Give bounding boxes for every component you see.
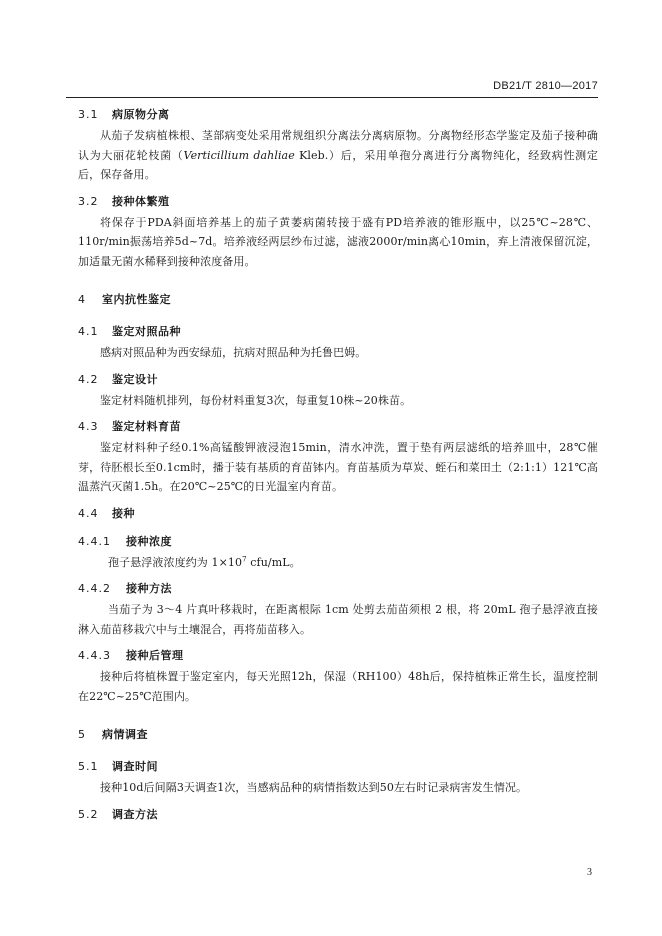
paragraph-text: cfu/mL。 [246, 555, 301, 569]
section-number: 5 [78, 728, 86, 741]
section-title: 接种方法 [126, 582, 172, 595]
section-heading-4-2 [78, 369, 598, 391]
section-heading-3-2 [78, 191, 598, 213]
section-heading-4-4-2 [78, 578, 598, 600]
document-body [78, 104, 598, 826]
paragraph-4-4-1 [78, 553, 598, 573]
section-number: 4.4.1 [78, 534, 111, 548]
section-heading-4 [78, 289, 598, 311]
section-heading-4-1 [78, 321, 598, 343]
document-code: DB21/T 2810—2017 [493, 80, 598, 92]
section-heading-4-3 [78, 416, 598, 438]
paragraph-3-2: 将保存于PDA斜面培养基上的茄子黄萎病菌转接于盛有PD培养液的锥形瓶中，以25℃~28℃、110r/min振荡培养5d~7d。培养液经两层纱布过滤，滤液2000r/min离心10min，弃上清液保留沉淀，加适量无菌水稀释到接种浓度备用。 [78, 215, 598, 268]
paragraph-text: 从茄子发病植株根、茎部病变处采用常规组织分离法分离病原物。分离物经形态学鉴定及茄子接种确认为大丽花轮枝菌（ [78, 129, 598, 162]
header-rule [66, 97, 598, 98]
section-heading-5-1 [78, 756, 598, 778]
section-heading-4-4-1 [78, 531, 598, 553]
section-title: 鉴定对照品种 [112, 325, 181, 338]
section-number: 4.3 [78, 420, 99, 433]
exponent: 7 [242, 554, 247, 563]
section-heading-4-4-3 [78, 645, 598, 667]
section-title: 室内抗性鉴定 [102, 293, 171, 306]
section-heading-3-1 [78, 104, 598, 126]
section-number: 4.1 [78, 325, 99, 338]
section-number: 4.4.3 [78, 649, 111, 662]
section-title: 鉴定材料育苗 [112, 420, 181, 433]
paragraph-4-4-3: 接种后将植株置于鉴定室内，每天光照12h，保湿（RH100）48h后，保持植株正常生长，温度控制在22℃~25℃范围内。 [78, 670, 598, 703]
section-title: 调查方法 [112, 807, 158, 821]
paragraph-4-2: 鉴定材料随机排列，每份材料重复3次，每重复10株~20株苗。 [100, 393, 412, 407]
section-heading-5-2 [78, 804, 598, 826]
paragraph-4-3: 鉴定材料种子经0.1%高锰酸钾液浸泡15min，清水冲洗，置于垫有两层滤纸的培养皿中，28℃催芽，待胚根长至0.1cm时，播于装有基质的育苗钵内。育苗基质为草炭、蛭石和菜田土（2:1:1）121℃高温蒸汽灭菌1.5h。在20℃~25℃的日光温室内育苗。 [78, 441, 598, 493]
section-title: 接种浓度 [126, 534, 172, 548]
section-title: 接种体繁殖 [112, 194, 170, 208]
species-name: Verticillium dahliae [183, 148, 295, 162]
section-title: 调查时间 [112, 760, 158, 773]
section-title: 病情调查 [102, 728, 148, 741]
section-number: 5.2 [78, 807, 99, 821]
section-number: 3.2 [78, 194, 99, 208]
section-number: 4.4 [78, 506, 99, 520]
section-heading-5 [78, 724, 598, 746]
section-number: 5.1 [78, 760, 99, 773]
section-title: 病原物分离 [112, 108, 170, 121]
paragraph-3-1 [78, 126, 598, 185]
section-title: 接种 [112, 506, 135, 520]
paragraph-text: Kleb.）后，采用单孢分离进行分离物纯化，经致病性测定后，保存备用。 [78, 148, 599, 181]
section-number: 4 [78, 293, 86, 306]
section-number: 3.1 [78, 108, 99, 121]
paragraph-text: 孢子悬浮液浓度约为 1×10 [108, 555, 243, 569]
paragraph-5-1: 接种10d后间隔3天调查1次，当感病品种的病情指数达到50左右时记录病害发生情况。 [100, 781, 528, 794]
section-title: 接种后管理 [126, 649, 184, 662]
section-number: 4.2 [78, 372, 99, 386]
section-heading-4-4 [78, 503, 598, 525]
page-number: 3 [587, 867, 592, 878]
paragraph-4-1: 感病对照品种为西安绿茄，抗病对照品种为托鲁巴姆。 [100, 346, 367, 359]
section-title: 鉴定设计 [112, 372, 158, 386]
paragraph-4-4-2: 当茄子为 3～4 片真叶移栽时，在距离根际 1cm 处剪去茄苗须根 2 根，将 20mL 孢子悬浮液直接淋入茄苗移栽穴中与土壤混合，再将茄苗移入。 [78, 603, 598, 636]
section-number: 4.4.2 [78, 582, 111, 595]
